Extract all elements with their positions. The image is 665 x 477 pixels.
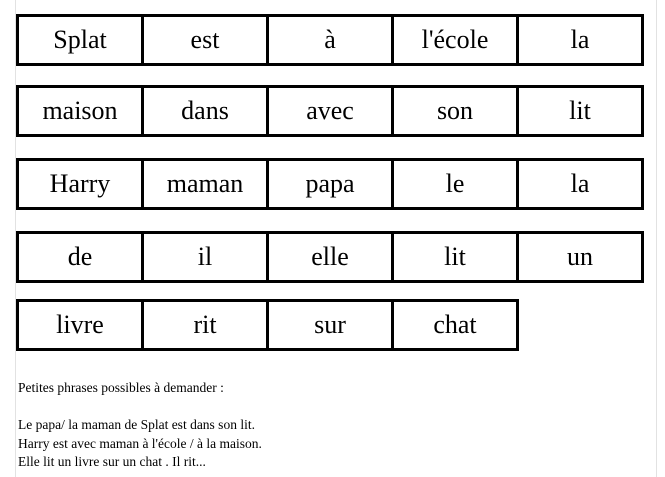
word-card: la <box>516 14 644 66</box>
notes-spacer <box>18 398 648 417</box>
word-card: lit <box>391 231 519 283</box>
word-card: à <box>266 14 394 66</box>
word-card: chat <box>391 299 519 351</box>
word-row-4 <box>16 231 644 283</box>
note-line: Elle lit un livre sur un chat . Il rit... <box>18 454 206 469</box>
word-card: maman <box>141 158 269 210</box>
word-row-2 <box>16 85 644 137</box>
word-card: de <box>16 231 144 283</box>
word-card: dans <box>141 85 269 137</box>
word-card: elle <box>266 231 394 283</box>
word-card: sur <box>266 299 394 351</box>
word-card: Splat <box>16 14 144 66</box>
note-line: Le papa/ la maman de Splat est dans son lit. <box>18 417 255 432</box>
note-line: Harry est avec maman à l'école / à la maison. <box>18 435 262 451</box>
word-card: avec <box>266 85 394 137</box>
word-row-3 <box>16 158 644 210</box>
word-card: lit <box>516 85 644 137</box>
word-card: Harry <box>16 158 144 210</box>
word-card: maison <box>16 85 144 137</box>
word-card: il <box>141 231 269 283</box>
word-card: rit <box>141 299 269 351</box>
notes-heading: Petites phrases possibles à demander : <box>18 380 224 395</box>
word-card: la <box>516 158 644 210</box>
word-row-1 <box>16 14 644 66</box>
word-row-5 <box>16 299 519 351</box>
word-card: livre <box>16 299 144 351</box>
word-card: son <box>391 85 519 137</box>
word-card: un <box>516 231 644 283</box>
sentence-notes <box>18 379 648 472</box>
word-card: le <box>391 158 519 210</box>
word-card: est <box>141 14 269 66</box>
word-card: papa <box>266 158 394 210</box>
word-card: l'école <box>391 14 519 66</box>
